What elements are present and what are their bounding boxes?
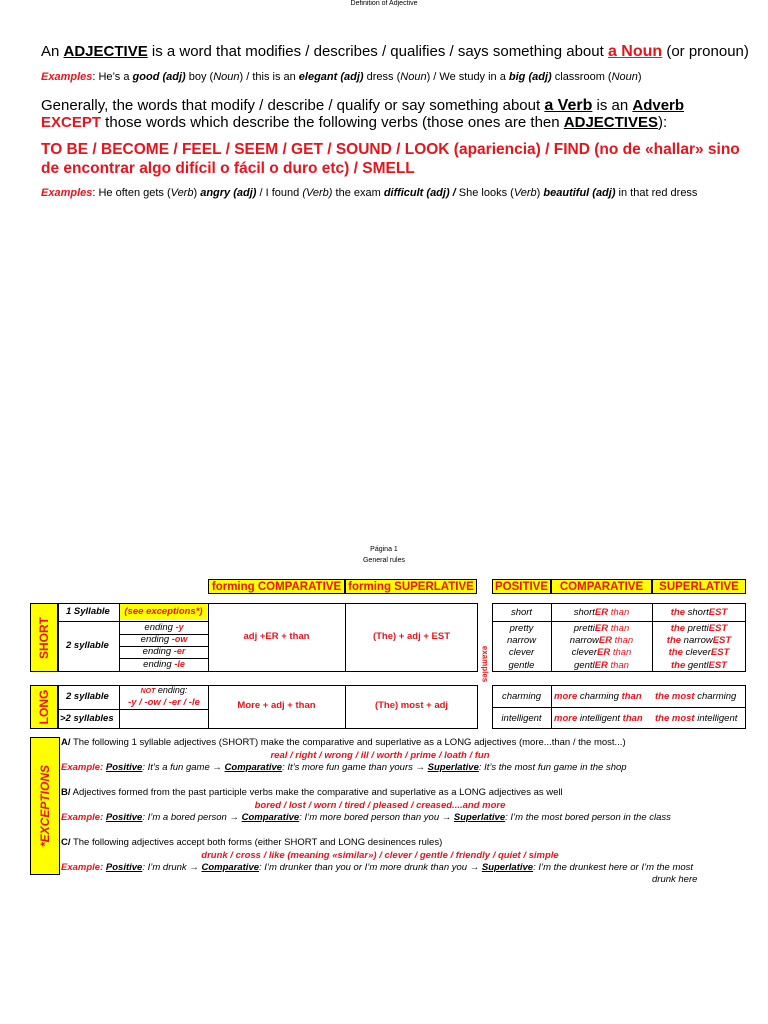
- text: -y: [175, 622, 184, 632]
- ending-y: [120, 622, 208, 633]
- text: short: [687, 607, 709, 618]
- text: than: [608, 607, 630, 618]
- text: : I’m drunk: [142, 862, 190, 873]
- example-positive-short: short: [510, 607, 533, 618]
- example-superlative-narrow: [652, 635, 746, 646]
- text: more: [554, 713, 578, 724]
- text: : I’m a bored person: [142, 812, 230, 823]
- header-comparative: COMPARATIVE: [551, 579, 652, 594]
- text: NOT: [140, 688, 156, 695]
- text: Example:: [61, 762, 104, 773]
- adjectives-keyword: ADJECTIVES: [563, 114, 658, 131]
- exception-c-text: [61, 837, 442, 848]
- text: short: [573, 607, 595, 618]
- text: the most: [655, 713, 695, 724]
- text: than: [610, 647, 632, 658]
- text: ER: [594, 623, 609, 634]
- text: than: [607, 660, 629, 671]
- text: Superlative: [453, 812, 506, 823]
- text: Positive: [105, 812, 143, 823]
- exception-b-text: [61, 787, 563, 798]
- example-comparative-clever: [551, 647, 652, 658]
- text: : I’m more bored person than you: [299, 812, 442, 823]
- text: ending: [140, 634, 172, 645]
- text: B/: [61, 787, 71, 798]
- text: Noun: [213, 71, 240, 83]
- ending-er: [120, 646, 208, 657]
- exception-c-example: [61, 862, 693, 873]
- exception-a-example: [61, 762, 627, 773]
- examples-vertical-text: examples: [480, 645, 490, 683]
- text: : I’m the most bored person in the class: [505, 812, 671, 823]
- header-forming-superlative: forming SUPERLATIVE: [345, 579, 477, 594]
- text: narrow: [569, 635, 599, 646]
- text: Generally, the words that modify / describe / qualify or say something about: [41, 97, 545, 114]
- example-superlative-gentle: [652, 660, 746, 671]
- two-syllable-label: 2 syllable: [66, 640, 109, 651]
- example-positive-intelligent: intelligent: [501, 713, 542, 724]
- arrow-icon: →: [212, 762, 222, 773]
- text: : He often gets (: [92, 187, 171, 199]
- text: Comparative: [241, 812, 300, 823]
- example-positive-pretty: pretty: [509, 623, 534, 634]
- text: classroom (: [551, 71, 612, 83]
- text: elegant (adj): [298, 71, 364, 83]
- not-ending-label: [120, 685, 208, 695]
- long-superlative-rule: (The) most + adj: [374, 700, 449, 711]
- document-title: Definition of Adjective: [350, 0, 418, 7]
- page-subtitle: General rules: [362, 557, 406, 564]
- text: the: [668, 647, 686, 658]
- example-superlative-charming: [655, 691, 736, 702]
- text: ER: [594, 660, 608, 671]
- divider: [58, 709, 208, 710]
- text: Verb: [513, 187, 537, 199]
- one-syllable-label: 1 Syllable: [66, 606, 110, 617]
- example-comparative-intelligent: [554, 713, 643, 724]
- long-comparative-rule: More + adj + than: [237, 700, 316, 711]
- long-two-syllable-label: 2 syllable: [66, 691, 109, 702]
- text: than: [608, 623, 630, 634]
- text: pretti: [687, 623, 709, 634]
- examples-vertical-label: [479, 637, 491, 691]
- text: intelligent: [577, 713, 623, 724]
- text: Noun: [400, 71, 427, 83]
- long-label-text: LONG: [37, 689, 51, 725]
- text: angry (adj): [200, 187, 257, 199]
- text: Positive: [105, 762, 143, 773]
- example-superlative-pretty: [652, 623, 746, 634]
- text: A/: [61, 737, 71, 748]
- text: EST: [708, 623, 728, 634]
- arrow-icon: →: [469, 862, 480, 873]
- text: ): [536, 187, 544, 199]
- text: Example:: [61, 862, 104, 873]
- text: EST: [708, 660, 727, 671]
- text: EST: [708, 607, 728, 618]
- text: ending: [144, 622, 176, 633]
- text: is a word that modifies / describes / qualifies / says something about: [147, 43, 608, 60]
- examples-line-2: [41, 187, 697, 199]
- example-comparative-short: [551, 607, 652, 618]
- see-exceptions-note: (see exceptions*): [120, 604, 207, 620]
- example-comparative-pretty: [551, 623, 652, 634]
- text: Comparative: [201, 862, 260, 873]
- text: -er: [173, 646, 186, 656]
- example-comparative-charming: [554, 691, 642, 702]
- examples-label: Examples: [41, 71, 93, 83]
- short-label-text: SHORT: [37, 616, 51, 659]
- text: in that red dress: [615, 187, 698, 199]
- text: The following 1 syllable adjectives (SHORT) make the comparative and superlative as a LONG adjectives (more...than / the most...): [70, 737, 626, 748]
- text: The following adjectives accept both forms (either SHORT and LONG desinences rules): [70, 837, 443, 848]
- short-comparative-rule: adj +ER + than: [243, 631, 310, 642]
- text: ) / this is an: [239, 71, 299, 83]
- text: the: [666, 635, 684, 646]
- text: Positive: [105, 862, 143, 873]
- text: more: [554, 691, 578, 702]
- text: those words which describe the following verbs (those ones are then: [101, 114, 564, 131]
- text: narrow: [683, 635, 713, 646]
- text: difficult (adj) /: [383, 187, 456, 199]
- example-comparative-narrow: [551, 635, 652, 646]
- text: : He’s a: [92, 71, 133, 83]
- text: EST: [712, 635, 732, 646]
- text: -le: [174, 659, 185, 669]
- text: ):: [657, 114, 668, 131]
- exception-a-list: real / right / wrong / ill / worth / prime / loath / fun: [270, 750, 490, 761]
- page-number: Página 1: [370, 546, 398, 553]
- arrow-icon: →: [441, 812, 452, 823]
- exception-c-list: drunk / cross / like (meaning «similar») / clever / gentle / friendly / quiet / simple: [201, 850, 559, 861]
- text: Verb: [170, 187, 194, 199]
- text: : I’m drunker than you or I’m more drunk than you: [259, 862, 470, 873]
- short-superlative-rule: (The) + adj + EST: [372, 631, 451, 642]
- text: gentl: [574, 660, 595, 671]
- text: beautiful (adj): [543, 187, 616, 199]
- linking-verbs-list: TO BE / BECOME / FEEL / SEEM / GET / SOUND / LOOK (apariencia) / FIND (no de «hallar» sino de encontrar algo difícil o fácil o duro etc) / SMELL: [41, 141, 740, 177]
- exception-c-example-continued: drunk here: [652, 874, 698, 885]
- divider: [492, 621, 746, 622]
- arrow-icon: →: [229, 812, 239, 823]
- text: the: [671, 660, 688, 671]
- text: gentl: [687, 660, 709, 671]
- text: clever: [571, 647, 597, 658]
- text: big (adj): [508, 71, 552, 83]
- ending-ow: [120, 634, 208, 645]
- text: Comparative: [224, 762, 283, 773]
- adjective-keyword: ADJECTIVE: [63, 43, 148, 60]
- example-superlative-short: [652, 607, 746, 618]
- text: ER: [598, 635, 613, 646]
- example-comparative-gentle: [551, 660, 652, 671]
- text: Superlative: [427, 762, 479, 773]
- exception-a-text: [61, 737, 626, 748]
- example-positive-narrow: narrow: [506, 635, 537, 646]
- text: ER: [597, 647, 611, 658]
- example-positive-clever: clever: [508, 647, 535, 658]
- text: charming: [577, 691, 622, 702]
- text: An: [41, 43, 64, 60]
- text: ): [193, 187, 201, 199]
- exceptions-label-text: *EXCEPTIONS: [38, 764, 52, 848]
- text: Example:: [61, 812, 104, 823]
- text: ER: [594, 607, 609, 618]
- exceptions-label: [30, 737, 60, 875]
- text: the exam: [332, 187, 384, 199]
- arrow-icon: →: [415, 762, 426, 773]
- definition-paragraph: [41, 43, 749, 61]
- text: C/: [61, 837, 71, 848]
- text: ) / We study in a: [426, 71, 509, 83]
- more-than-two-syllables-label: >2 syllables: [60, 713, 114, 724]
- examples-line-1: [41, 71, 642, 83]
- text: the: [670, 607, 688, 618]
- example-positive-charming: charming: [501, 691, 542, 702]
- text: clever: [685, 647, 711, 658]
- exception-b-list: bored / lost / worn / tired / pleased / creased....and more: [254, 800, 506, 811]
- except-keyword: EXCEPT: [41, 114, 102, 131]
- text: charming: [694, 691, 737, 702]
- text: ending:: [155, 685, 188, 695]
- divider: [492, 707, 746, 708]
- text: intelligent: [694, 713, 738, 724]
- text: the: [670, 623, 688, 634]
- exception-b-example: [61, 812, 671, 823]
- example-superlative-clever: [652, 647, 746, 658]
- text: ): [637, 71, 642, 83]
- example-positive-gentle: gentle: [508, 660, 535, 671]
- text: good (adj): [132, 71, 186, 83]
- example-superlative-intelligent: [655, 713, 737, 724]
- text: (Verb): [302, 187, 333, 199]
- text: She looks (: [455, 187, 514, 199]
- text: Noun: [611, 71, 638, 83]
- text: : I’m the drunkest here or I’m the most: [533, 862, 694, 873]
- text: : It’s more fun game than yours: [282, 762, 416, 773]
- text: -ow: [171, 634, 188, 644]
- text: boy (: [185, 71, 214, 83]
- text: than: [621, 691, 642, 702]
- header-forming-comparative: forming COMPARATIVE: [208, 579, 345, 594]
- noun-keyword: a Noun: [607, 43, 663, 60]
- verb-keyword: a Verb: [544, 97, 593, 114]
- text: ending: [143, 659, 175, 670]
- text: pretti: [573, 623, 595, 634]
- adverb-paragraph: [41, 97, 741, 131]
- long-label: [30, 685, 58, 729]
- adverb-keyword: Adverb: [632, 97, 685, 114]
- text: Superlative: [481, 862, 534, 873]
- text: ending: [142, 646, 174, 657]
- examples-label: Examples: [41, 187, 93, 199]
- text: : It’s the most fun game in the shop: [478, 762, 627, 773]
- header-positive: POSITIVE: [492, 579, 551, 594]
- text: than: [622, 713, 643, 724]
- text: Adjectives formed from the past participle verbs make the comparative and superlative as a LONG adjectives as well: [70, 787, 563, 798]
- ending-le: [120, 659, 208, 670]
- short-label: [30, 603, 58, 672]
- text: : It’s a fun game: [142, 762, 213, 773]
- text: is an: [592, 97, 633, 114]
- text: (or pronoun): [662, 43, 749, 60]
- arrow-icon: →: [189, 862, 199, 873]
- header-superlative: SUPERLATIVE: [652, 579, 746, 594]
- text: the most: [655, 691, 695, 702]
- text: dress (: [363, 71, 401, 83]
- not-ending-list: -y / -ow / -er / -le: [128, 697, 200, 708]
- text: / I found: [256, 187, 303, 199]
- text: EST: [710, 647, 730, 658]
- text: than: [612, 635, 634, 646]
